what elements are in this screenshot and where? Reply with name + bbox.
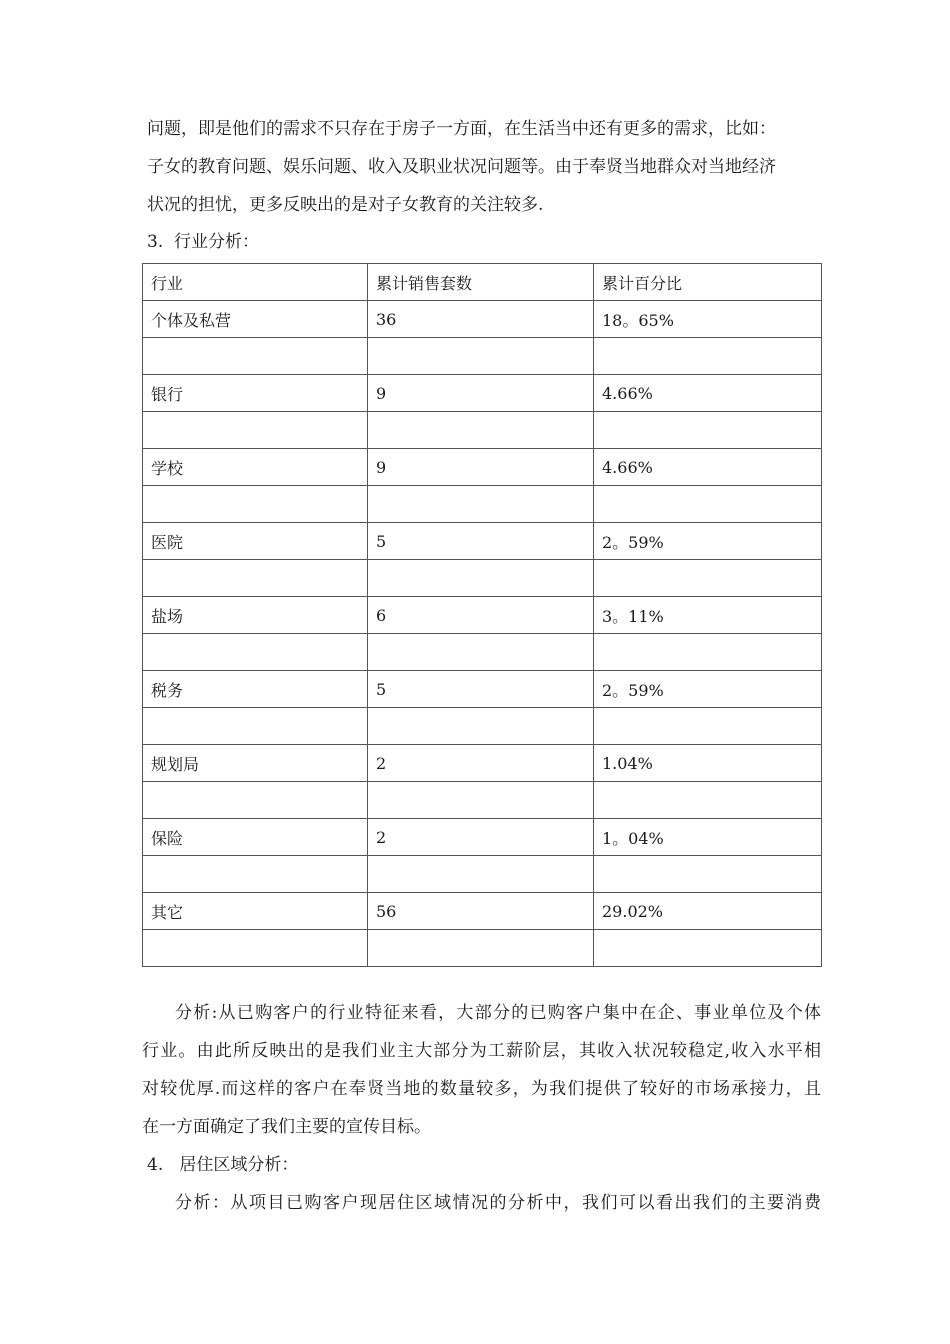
industry-cell: [143, 412, 368, 449]
table-header-row: [143, 264, 822, 301]
industry-cell: [143, 634, 368, 671]
industry-cell: [143, 782, 368, 819]
intro-line-2: 子女的教育问题、娱乐问题、收入及职业状况问题等。由于奉贤当地群众对当地经济: [147, 157, 776, 177]
percentage-cell: 4.66%: [594, 449, 822, 486]
table-row: [143, 708, 822, 745]
table-row: [143, 412, 822, 449]
sales-count-cell: [368, 930, 594, 967]
table-row: [143, 449, 822, 486]
sales-count-cell: [368, 634, 594, 671]
table-row: [143, 301, 822, 338]
table-row: [143, 597, 822, 634]
industry-cell: 规划局: [143, 745, 368, 782]
percentage-cell: [594, 930, 822, 967]
industry-cell: 银行: [143, 375, 368, 412]
sales-count-cell: 6: [368, 597, 594, 634]
percentage-cell: [594, 338, 822, 375]
table-row: [143, 930, 822, 967]
percentage-cell: 1.04%: [594, 745, 822, 782]
table-header-cell: 累计百分比: [594, 264, 822, 301]
industry-cell: [143, 560, 368, 597]
table-row: [143, 375, 822, 412]
percentage-cell: [594, 560, 822, 597]
percentage-cell: 3。11%: [594, 597, 822, 634]
table-row: [143, 745, 822, 782]
table-row: [143, 819, 822, 856]
percentage-cell: [594, 634, 822, 671]
industry-cell: [143, 486, 368, 523]
table-row: [143, 486, 822, 523]
sales-count-cell: 5: [368, 671, 594, 708]
percentage-cell: [594, 486, 822, 523]
sales-count-cell: [368, 338, 594, 375]
industry-cell: 税务: [143, 671, 368, 708]
table-row: [143, 523, 822, 560]
industry-cell: 盐场: [143, 597, 368, 634]
sales-count-cell: [368, 782, 594, 819]
section-3-heading: 3. 行业分析：: [147, 232, 260, 252]
analysis-line-1: 分析:从已购客户的行业特征来看，大部分的已购客户集中在企、事业单位及个体: [175, 1003, 821, 1023]
industry-cell: 保险: [143, 819, 368, 856]
table-row: [143, 856, 822, 893]
percentage-cell: 1。04%: [594, 819, 822, 856]
sales-count-cell: 2: [368, 819, 594, 856]
intro-line-1: 问题，即是他们的需求不只存在于房子一方面，在生活当中还有更多的需求，比如：: [147, 119, 776, 139]
percentage-cell: 2。59%: [594, 523, 822, 560]
percentage-cell: 4.66%: [594, 375, 822, 412]
sales-count-cell: [368, 856, 594, 893]
analysis-line-3: 对较优厚.而这样的客户在奉贤当地的数量较多，为我们提供了较好的市场承接力，且: [142, 1079, 821, 1099]
industry-cell: 学校: [143, 449, 368, 486]
industry-cell: [143, 338, 368, 375]
table-header-cell: 行业: [143, 264, 368, 301]
industry-cell: [143, 930, 368, 967]
sales-count-cell: [368, 708, 594, 745]
table-row: [143, 338, 822, 375]
sales-count-cell: 56: [368, 893, 594, 930]
sales-count-cell: 9: [368, 375, 594, 412]
percentage-cell: [594, 782, 822, 819]
analysis-line-2: 行业。由此所反映出的是我们业主大部分为工薪阶层，其收入状况较稳定,收入水平相: [142, 1041, 821, 1061]
percentage-cell: [594, 708, 822, 745]
industry-cell: 医院: [143, 523, 368, 560]
sales-count-cell: 2: [368, 745, 594, 782]
intro-line-3: 状况的担忧，更多反映出的是对子女教育的关注较多.: [147, 195, 544, 215]
percentage-cell: [594, 856, 822, 893]
sales-count-cell: 36: [368, 301, 594, 338]
percentage-cell: [594, 412, 822, 449]
percentage-cell: 2。59%: [594, 671, 822, 708]
table-row: [143, 634, 822, 671]
table-row: [143, 671, 822, 708]
percentage-cell: 18。65%: [594, 301, 822, 338]
section-4-analysis: 分析：从项目已购客户现居住区域情况的分析中，我们可以看出我们的主要消费: [175, 1193, 821, 1213]
section-4-heading: 4. 居住区域分析：: [147, 1155, 299, 1175]
table-header-cell: 累计销售套数: [368, 264, 594, 301]
sales-count-cell: [368, 560, 594, 597]
sales-count-cell: 9: [368, 449, 594, 486]
sales-count-cell: 5: [368, 523, 594, 560]
sales-count-cell: [368, 486, 594, 523]
sales-count-cell: [368, 412, 594, 449]
analysis-line-4: 在一方面确定了我们主要的宣传目标。: [142, 1117, 431, 1137]
table-row: [143, 893, 822, 930]
industry-cell: 其它: [143, 893, 368, 930]
table-row: [143, 782, 822, 819]
industry-table: [142, 263, 822, 967]
percentage-cell: 29.02%: [594, 893, 822, 930]
industry-cell: 个体及私营: [143, 301, 368, 338]
table-row: [143, 560, 822, 597]
industry-cell: [143, 856, 368, 893]
industry-cell: [143, 708, 368, 745]
